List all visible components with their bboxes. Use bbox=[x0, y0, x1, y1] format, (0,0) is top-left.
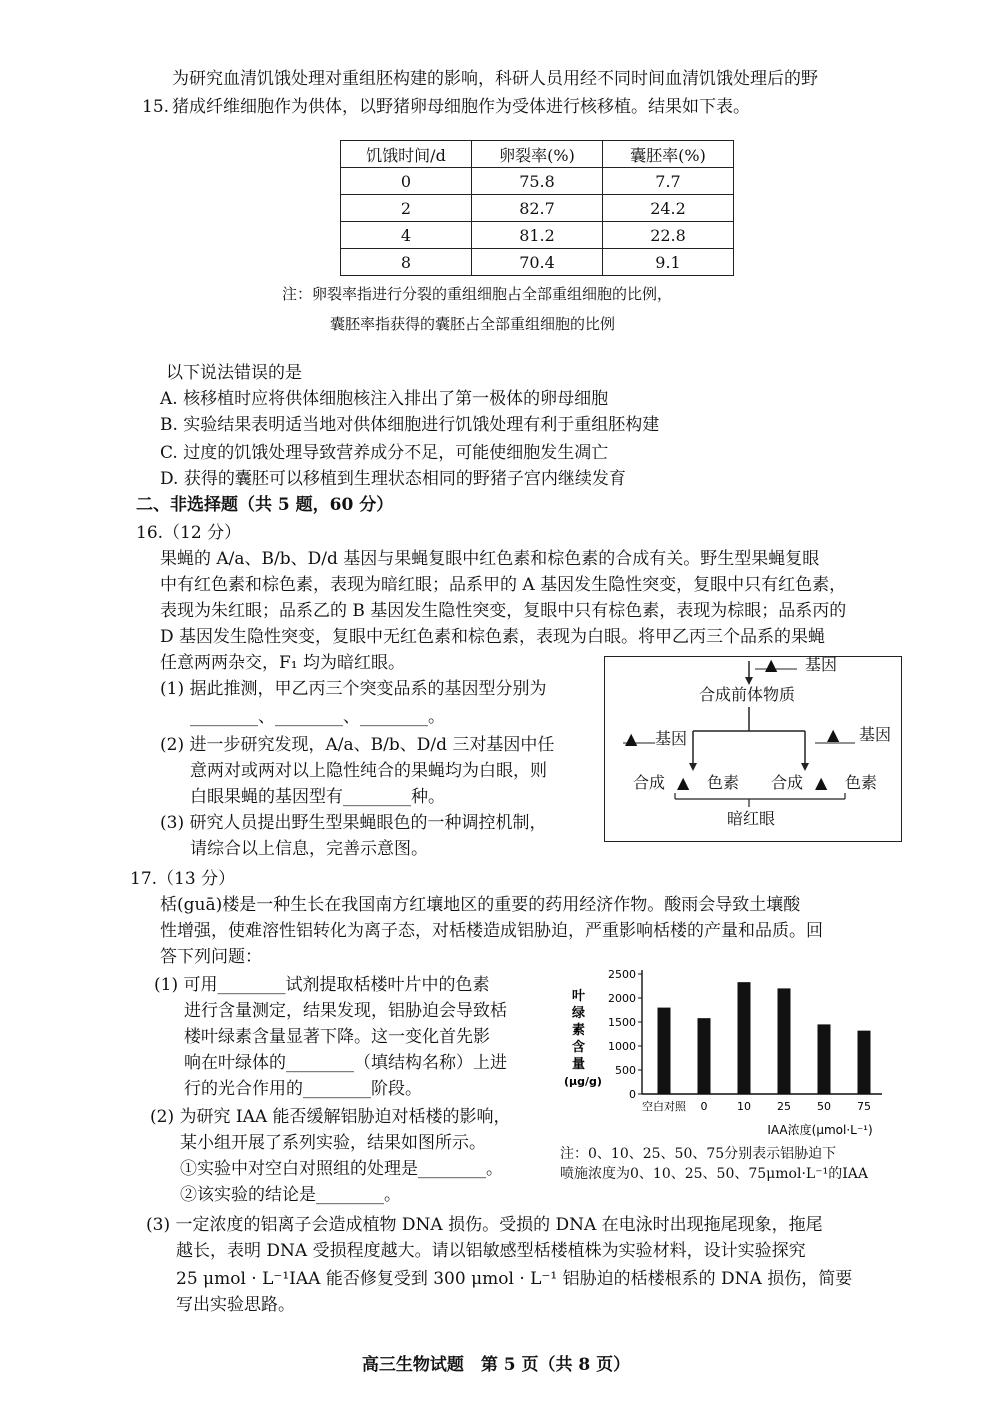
y-label-char: 绿 bbox=[572, 1006, 586, 1021]
table-cell: 2 bbox=[341, 195, 472, 222]
diagram-pigment-label: 色素 bbox=[845, 773, 878, 792]
bar bbox=[658, 1008, 671, 1094]
bar bbox=[738, 982, 751, 1094]
diagram-blank: ▲ bbox=[827, 725, 840, 744]
y-tick-label: 2500 bbox=[608, 968, 636, 981]
q15-option-d: D. 获得的囊胚可以移植到生理状态相同的野猪子宫内继续发育 bbox=[160, 469, 626, 489]
q16-s2c: 白眼果蝇的基因型有________种。 bbox=[190, 787, 445, 807]
table-cell: 75.8 bbox=[472, 168, 603, 195]
table-cell: 22.8 bbox=[603, 222, 734, 249]
diagram-gene-label: 基因 bbox=[655, 729, 688, 748]
y-label-char: 含 bbox=[572, 1040, 586, 1055]
q17-s2a: (2) 为研究 IAA 能否缓解铝胁迫对栝楼的影响， bbox=[150, 1107, 511, 1127]
q17-p1: 栝(guā)楼是一种生长在我国南方红壤地区的重要的药用经济作物。酸雨会导致土壤酸 bbox=[160, 895, 801, 915]
q16-s1a: (1) 据此推测，甲乙丙三个突变品系的基因型分别为 bbox=[160, 679, 547, 699]
table-header: 卵裂率(%) bbox=[472, 141, 603, 168]
diagram-precursor: 合成前体物质 bbox=[699, 685, 796, 704]
chart-note2: 喷施浓度为0、10、25、50、75μmol·L⁻¹的IAA bbox=[560, 1166, 868, 1182]
diagram-blank: ▲ bbox=[765, 655, 778, 674]
diagram-synth-label: 合成 bbox=[771, 773, 804, 792]
q17-s2b: 某小组开展了系列实验，结果如图所示。 bbox=[180, 1133, 486, 1153]
bar bbox=[698, 1018, 711, 1094]
q17-s1e: 行的光合作用的________阶段。 bbox=[184, 1079, 422, 1099]
q16-p3: 表现为朱红眼；品系乙的 B 基因发生隐性突变，复眼中只有棕色素，表现为棕眼；品系丙的 bbox=[160, 601, 847, 621]
q17-s3a: (3) 一定浓度的铝离子会造成植物 DNA 损伤。受损的 DNA 在电泳时出现拖尾现象，拖尾 bbox=[146, 1215, 823, 1235]
q17-s1a: (1) 可用________试剂提取栝楼叶片中的色素 bbox=[154, 975, 490, 995]
q15-number: 15. bbox=[142, 97, 170, 117]
diagram-gene-label: 基因 bbox=[859, 725, 892, 744]
y-label-char: (μg/g) bbox=[564, 1075, 602, 1088]
y-label-char: 素 bbox=[572, 1023, 586, 1038]
x-tick-label: 50 bbox=[817, 1100, 831, 1113]
q15-line1: 为研究血清饥饿处理对重组胚构建的影响，科研人员用经不同时间血清饥饿处理后的野 bbox=[172, 69, 818, 89]
table-cell: 4 bbox=[341, 222, 472, 249]
diagram-blank: ▲ bbox=[625, 729, 638, 748]
q16-p5: 任意两两杂交，F₁ 均为暗红眼。 bbox=[160, 653, 406, 673]
section-title: 二、非选择题（共 5 题，60 分） bbox=[136, 495, 394, 515]
q17-s1b: 进行含量测定，结果发现，铝胁迫会导致栝 bbox=[184, 1001, 507, 1021]
diagram-synth-label: 合成 bbox=[633, 773, 666, 792]
chart-note1: 注：0、10、25、50、75分别表示铝胁迫下 bbox=[560, 1146, 837, 1162]
q16-head: 16.（12 分） bbox=[136, 523, 242, 543]
table-row bbox=[341, 249, 734, 276]
q17-head: 17.（13 分） bbox=[130, 869, 236, 889]
table-header: 饥饿时间/d bbox=[341, 141, 472, 168]
x-axis-ticks bbox=[642, 1099, 871, 1113]
q15-stem: 以下说法错误的是 bbox=[166, 363, 302, 383]
table-row bbox=[341, 195, 734, 222]
y-tick-label: 2000 bbox=[608, 992, 636, 1005]
table-cell: 9.1 bbox=[603, 249, 734, 276]
x-tick-label: 0 bbox=[700, 1100, 708, 1113]
q16-p1: 果蝇的 A/a、B/b、D/d 基因与果蝇复眼中红色素和棕色素的合成有关。野生型果蝇复眼 bbox=[160, 549, 820, 569]
bar bbox=[778, 988, 791, 1094]
table-cell: 70.4 bbox=[472, 249, 603, 276]
q16-p2: 中有红色素和棕色素，表现为暗红眼；品系甲的 A 基因发生隐性突变，复眼中只有红色素， bbox=[160, 575, 847, 595]
q16-s1b: ________、________、________。 bbox=[190, 707, 445, 727]
q16-pathway-diagram bbox=[604, 656, 902, 842]
y-tick-label: 1000 bbox=[608, 1040, 636, 1053]
table-row bbox=[341, 168, 734, 195]
q17-p3: 答下列问题： bbox=[160, 947, 262, 967]
y-label-char: 叶 bbox=[572, 989, 586, 1004]
q17-s3b: 越长，表明 DNA 受损程度越大。请以铝敏感型栝楼植株为实验材料，设计实验探究 bbox=[176, 1241, 806, 1261]
q17-s1c: 楼叶绿素含量显著下降。这一变化首先影 bbox=[184, 1027, 490, 1047]
diagram-pigment-label: 色素 bbox=[707, 773, 740, 792]
x-tick-label: 空白对照 bbox=[642, 1100, 686, 1113]
x-tick-label: 10 bbox=[737, 1100, 751, 1113]
q15-note1: 注：卵裂率指进行分裂的重组细胞占全部重组细胞的比例， bbox=[282, 285, 673, 303]
bar bbox=[818, 1024, 831, 1094]
x-tick-label: 25 bbox=[777, 1100, 791, 1113]
q16-s3a: (3) 研究人员提出野生型果蝇眼色的一种调控机制， bbox=[160, 813, 547, 833]
page-footer: 高三生物试题 第 5 页（共 8 页） bbox=[361, 1355, 631, 1375]
iaa-bar-chart bbox=[560, 962, 900, 1142]
q17-s2c: ①实验中对空白对照组的处理是________。 bbox=[180, 1159, 503, 1179]
diagram-result: 暗红眼 bbox=[727, 809, 776, 828]
chart-axes bbox=[642, 970, 882, 1094]
table-cell: 24.2 bbox=[603, 195, 734, 222]
q15-option-a: A. 核移植时应将供体细胞核注入排出了第一极体的卵母细胞 bbox=[160, 389, 609, 409]
y-tick-label: 1500 bbox=[608, 1016, 636, 1029]
x-tick-label: 75 bbox=[857, 1100, 871, 1113]
y-label-char: 量 bbox=[572, 1057, 586, 1072]
q15-table bbox=[340, 140, 734, 276]
diagram-blank: ▲ bbox=[815, 773, 828, 792]
diagram-gene-label: 基因 bbox=[805, 655, 838, 674]
q17-s1d: 响在叶绿体的________（填结构名称）上进 bbox=[184, 1053, 507, 1073]
table-cell: 0 bbox=[341, 168, 472, 195]
y-tick-label: 0 bbox=[629, 1088, 636, 1101]
table-cell: 82.7 bbox=[472, 195, 603, 222]
q16-s2a: (2) 进一步研究发现，A/a、B/b、D/d 三对基因中任 bbox=[160, 735, 555, 755]
y-axis-ticks bbox=[608, 968, 642, 1101]
x-axis-label: IAA浓度(μmol·L⁻¹) bbox=[767, 1123, 873, 1137]
q17-s3d: 写出实验思路。 bbox=[176, 1295, 295, 1315]
q16-p4: D 基因发生隐性突变，复眼中无红色素和棕色素，表现为白眼。将甲乙丙三个品系的果蝇 bbox=[160, 627, 826, 647]
q17-s3c: 25 μmol · L⁻¹IAA 能否修复受到 300 μmol · L⁻¹ 铝胁迫的栝楼根系的 DNA 损伤，简要 bbox=[176, 1269, 853, 1289]
chart-bars bbox=[658, 982, 871, 1094]
q16-s3b: 请综合以上信息，完善示意图。 bbox=[190, 839, 428, 859]
table-row bbox=[341, 222, 734, 249]
table-cell: 8 bbox=[341, 249, 472, 276]
q17-s2d: ②该实验的结论是________。 bbox=[180, 1185, 401, 1205]
q15-line2: 猪成纤维细胞作为供体，以野猪卵母细胞作为受体进行核移植。结果如下表。 bbox=[172, 97, 750, 117]
q15-option-b: B. 实验结果表明适当地对供体细胞进行饥饿处理有利于重组胚构建 bbox=[160, 415, 660, 435]
bar bbox=[858, 1031, 871, 1094]
q17-p2: 性增强，使难溶性铝转化为离子态，对栝楼造成铝胁迫，严重影响栝楼的产量和品质。回 bbox=[160, 921, 823, 941]
q15-option-c: C. 过度的饥饿处理导致营养成分不足，可能使细胞发生凋亡 bbox=[160, 443, 609, 463]
table-cell: 7.7 bbox=[603, 168, 734, 195]
diagram-blank: ▲ bbox=[677, 773, 690, 792]
y-tick-label: 500 bbox=[615, 1064, 636, 1077]
q16-s2b: 意两对或两对以上隐性纯合的果蝇均为白眼，则 bbox=[190, 761, 547, 781]
y-axis-label bbox=[564, 989, 602, 1088]
table-cell: 81.2 bbox=[472, 222, 603, 249]
table-header: 囊胚率(%) bbox=[603, 141, 734, 168]
q15-note2: 囊胚率指获得的囊胚占全部重组细胞的比例 bbox=[330, 315, 616, 333]
